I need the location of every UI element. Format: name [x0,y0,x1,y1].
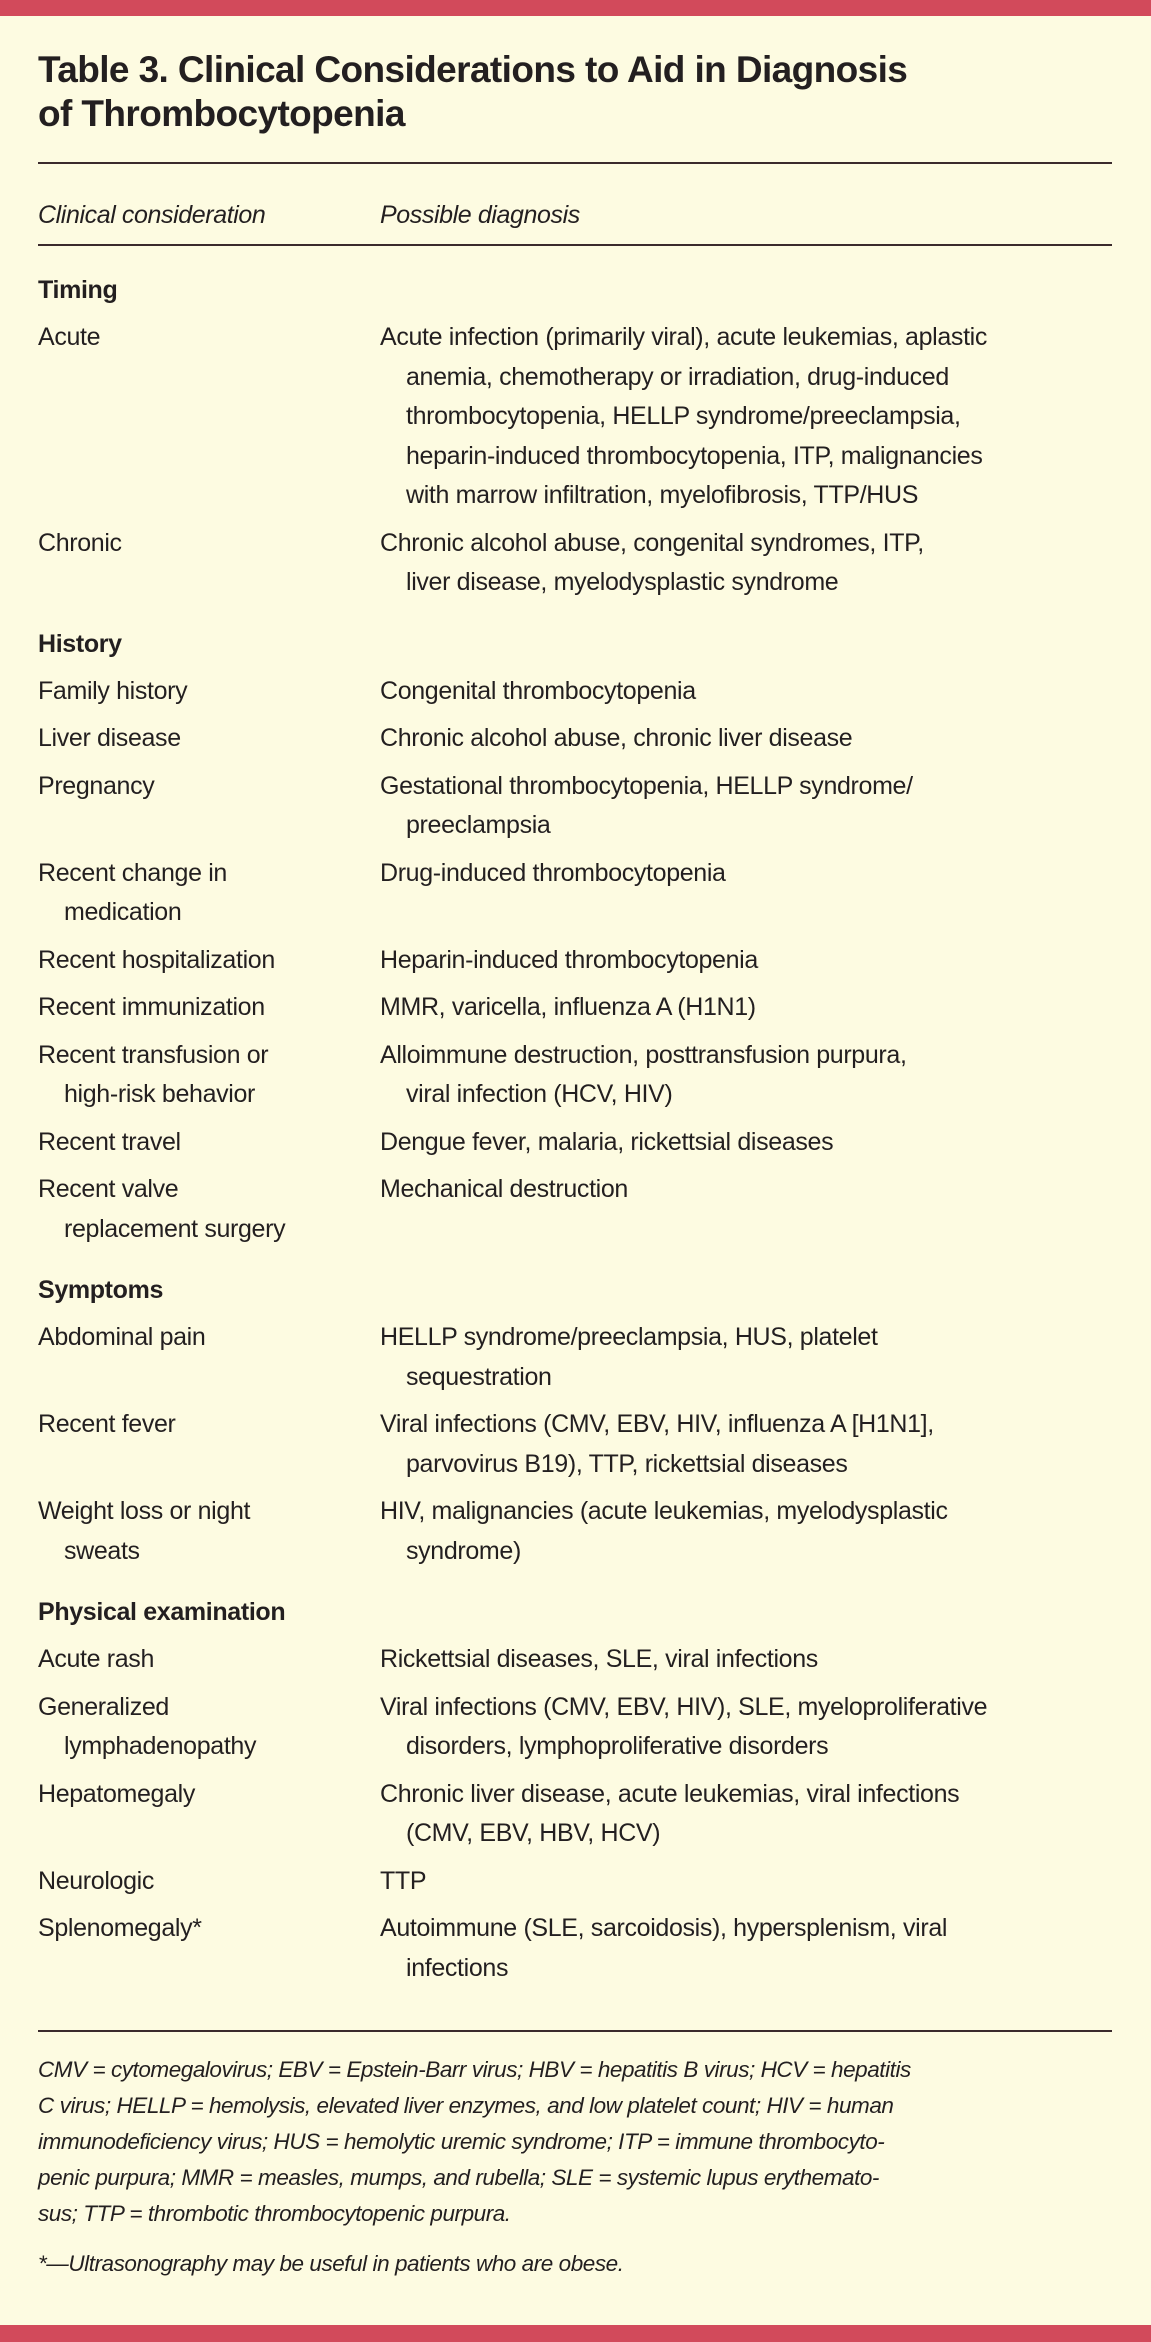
clinical-consideration-cell [38,767,380,846]
table-row [38,719,1112,759]
cell-text-line: Pregnancy [38,771,155,800]
cell-text-line: sweats [64,1536,140,1565]
cell-text-line: disorders, lymphoproliferative disorders [406,1732,829,1760]
clinical-consideration-cell [38,941,380,981]
table-row [38,1492,1112,1571]
cell-text-line: Chronic alcohol abuse, congenital syndromes, ITP, [380,528,924,557]
cell-text-line: Weight loss or night [38,1497,251,1525]
cell-text-line: Acute infection (primarily viral), acute leukemias, aplastic [380,323,988,351]
abbreviations-note [38,2052,1118,2232]
cell-text-line: (CMV, EBV, HBV, HCV) [406,1819,661,1847]
cell-text-line: Viral infections (CMV, EBV, HIV, influenza A [H1N1], [380,1410,934,1438]
table-row [38,941,1112,981]
table-row [38,854,1112,933]
possible-diagnosis-cell [380,854,1112,933]
abbreviation-line: C virus; HELLP = hemolysis, elevated liver enzymes, and low platelet count; HIV = human [38,2093,894,2118]
clinical-consideration-cell [38,1405,380,1484]
cell-text-line: anemia, chemotherapy or irradiation, drug-induced [406,362,949,391]
possible-diagnosis-cell [380,719,1112,759]
cell-text-line: heparin-induced thrombocytopenia, ITP, malignancies [406,441,983,470]
table-row [38,1123,1112,1163]
table-section [38,1592,1112,1988]
cell-text-line: Drug-induced thrombocytopenia [380,858,726,887]
cell-text-line: with marrow infiltration, myelofibrosis, TTP/HUS [406,481,919,509]
cell-text-line: Recent valve [38,1175,179,1203]
cell-text-line: Autoimmune (SLE, sarcoidosis), hypersplenism, viral [380,1914,948,1942]
table-row [38,1640,1112,1680]
cell-text-line: Neurologic [38,1866,155,1895]
table-row [38,1688,1112,1767]
table-section [38,1270,1112,1571]
table-row [38,1405,1112,1484]
cell-text-line: Acute [38,323,101,351]
clinical-consideration-cell [38,719,380,759]
cell-text-line: Generalized [38,1692,169,1721]
title-line: Table 3. Clinical Considerations to Aid in Diagnosis [38,49,908,90]
clinical-consideration-cell [38,1170,380,1249]
possible-diagnosis-cell [380,524,1112,603]
clinical-consideration-cell [38,988,380,1028]
cell-text-line: parvovirus B19), TTP, rickettsial diseases [406,1449,848,1478]
cell-text-line: Gestational thrombocytopenia, HELLP syndrome/ [380,771,913,800]
table-row [38,1036,1112,1115]
table-row [38,1909,1112,1988]
top-accent-bar [0,0,1151,16]
possible-diagnosis-cell [380,672,1112,712]
clinical-consideration-cell [38,1123,380,1163]
table-row [38,767,1112,846]
cell-text-line: Dengue fever, malaria, rickettsial diseases [380,1127,834,1156]
cell-text-line: Alloimmune destruction, posttransfusion purpura, [380,1040,907,1069]
clinical-consideration-cell [38,318,380,516]
clinical-consideration-cell [38,1318,380,1397]
cell-text-line: liver disease, myelodysplastic syndrome [406,568,839,596]
cell-text-line: sequestration [406,1362,552,1391]
footer-divider [38,2030,1112,2032]
cell-text-line: Abdominal pain [38,1323,206,1351]
clinical-consideration-cell [38,1492,380,1571]
possible-diagnosis-cell [380,1170,1112,1249]
cell-text-line: HELLP syndrome/preeclampsia, HUS, platelet [380,1323,878,1351]
cell-text-line: viral infection (HCV, HIV) [406,1080,673,1108]
table-section [38,270,1112,603]
possible-diagnosis-cell [380,1862,1112,1902]
bottom-accent-bar [0,2325,1151,2342]
table-body [38,270,1112,1988]
cell-text-line: Acute rash [38,1645,155,1673]
title-divider [38,162,1112,164]
table-row [38,318,1112,516]
table-row [38,1318,1112,1397]
table-row [38,988,1112,1028]
section-heading: Physical examination [38,1598,286,1626]
table-row [38,672,1112,712]
section-heading: History [38,629,122,658]
column-header-consideration: Clinical consideration [38,201,266,229]
table-section [38,624,1112,1250]
clinical-consideration-cell [38,524,380,603]
table-row [38,1775,1112,1854]
cell-text-line: Rickettsial diseases, SLE, viral infections [380,1645,818,1673]
cell-text-line: thrombocytopenia, HELLP syndrome/preeclampsia, [406,402,961,430]
possible-diagnosis-cell [380,1775,1112,1854]
header-divider [38,244,1112,246]
abbreviation-line: sus; TTP = thrombotic thrombocytopenic purpura. [38,2201,511,2226]
clinical-consideration-cell [38,1775,380,1854]
clinical-consideration-cell [38,672,380,712]
column-header-diagnosis: Possible diagnosis [380,201,580,229]
cell-text-line: Recent immunization [38,993,265,1021]
cell-text-line: HIV, malignancies (acute leukemias, myelodysplastic [380,1497,948,1525]
abbreviation-line: CMV = cytomegalovirus; EBV = Epstein-Barr virus; HBV = hepatitis B virus; HCV = hepatitis [38,2057,911,2082]
possible-diagnosis-cell [380,1318,1112,1397]
cell-text-line: Family history [38,676,188,705]
table-title [38,48,1112,136]
table-row [38,1862,1112,1902]
cell-text-line: Viral infections (CMV, EBV, HIV), SLE, myeloproliferative [380,1692,988,1721]
cell-text-line: lymphadenopathy [64,1732,257,1760]
asterisk-footnote: *—Ultrasonography may be useful in patients who are obese. [38,2251,624,2276]
possible-diagnosis-cell [380,941,1112,981]
cell-text-line: Recent transfusion or [38,1040,269,1069]
possible-diagnosis-cell [380,988,1112,1028]
cell-text-line: Mechanical destruction [380,1175,628,1203]
cell-text-line: syndrome) [406,1536,521,1565]
cell-text-line: Hepatomegaly [38,1779,196,1808]
cell-text-line: Congenital thrombocytopenia [380,676,696,705]
possible-diagnosis-cell [380,1909,1112,1988]
clinical-consideration-cell [38,1036,380,1115]
cell-text-line: Splenomegaly* [38,1914,202,1942]
clinical-consideration-cell [38,1909,380,1988]
cell-text-line: Heparin-induced thrombocytopenia [380,945,758,974]
cell-text-line: infections [406,1953,509,1982]
cell-text-line: Liver disease [38,724,181,752]
footnotes [38,2052,1118,2282]
table-row [38,1170,1112,1249]
possible-diagnosis-cell [380,1036,1112,1115]
cell-text-line: Recent change in [38,858,227,887]
clinical-consideration-cell [38,1688,380,1767]
possible-diagnosis-cell [380,1405,1112,1484]
possible-diagnosis-cell [380,1640,1112,1680]
cell-text-line: Recent travel [38,1127,181,1156]
cell-text-line: preeclampsia [406,811,551,839]
section-heading: Symptoms [38,1276,164,1304]
possible-diagnosis-cell [380,318,1112,516]
cell-text-line: MMR, varicella, influenza A (H1N1) [380,993,756,1021]
possible-diagnosis-cell [380,1492,1112,1571]
cell-text-line: high-risk behavior [64,1080,256,1108]
possible-diagnosis-cell [380,1123,1112,1163]
abbreviation-line: immunodeficiency virus; HUS = hemolytic uremic syndrome; ITP = immune thrombocyto- [38,2129,885,2154]
clinical-consideration-cell [38,1862,380,1902]
title-line: of Thrombocytopenia [38,93,405,134]
cell-text-line: Chronic [38,528,122,557]
clinical-consideration-cell [38,1640,380,1680]
cell-text-line: Chronic liver disease, acute leukemias, viral infections [380,1779,960,1808]
cell-text-line: Chronic alcohol abuse, chronic liver disease [380,724,853,752]
cell-text-line: Recent hospitalization [38,945,275,974]
cell-text-line: TTP [380,1866,427,1895]
possible-diagnosis-cell [380,1688,1112,1767]
cell-text-line: medication [64,898,182,926]
clinical-consideration-cell [38,854,380,933]
possible-diagnosis-cell [380,767,1112,846]
section-heading: Timing [38,276,118,304]
cell-text-line: replacement surgery [64,1214,286,1243]
abbreviation-line: penic purpura; MMR = measles, mumps, and rubella; SLE = systemic lupus erythemato- [38,2165,879,2190]
cell-text-line: Recent fever [38,1410,176,1438]
table-row [38,524,1112,603]
